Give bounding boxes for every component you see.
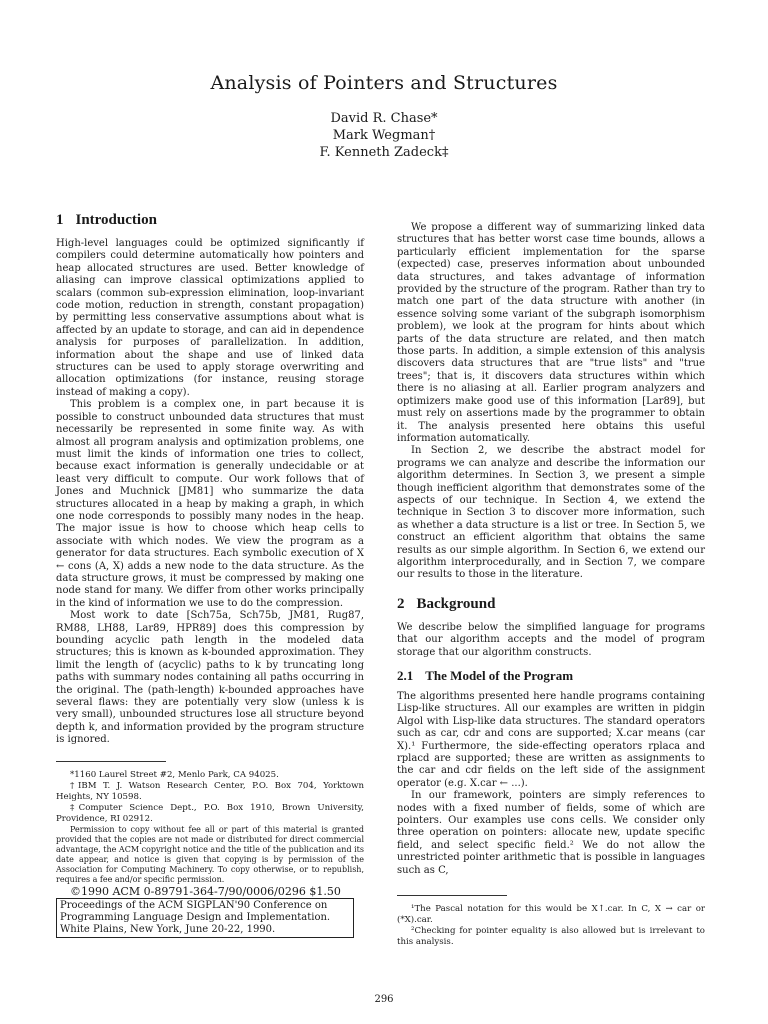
proceedings-line: Programming Language Design and Implementation.: [60, 911, 331, 923]
copyright-line: ©1990 ACM 0-89791-364-7/90/0006/0296 $1.50: [70, 884, 341, 898]
subsection-heading-model: [397, 669, 705, 683]
author-name: Mark Wegman†: [332, 128, 436, 143]
footnote-divider: [397, 895, 507, 896]
paragraph: We describe below the simplified language for programs that our algorithm accepts and the model of program storage that our algorithm constructs.: [397, 621, 705, 658]
proceedings-line: White Plains, New York, June 20-22, 1990.: [60, 923, 276, 935]
section-heading-background: [397, 596, 705, 612]
footnote: †IBM T. J. Watson Research Center, P.O. Box 704, Yorktown Heights, NY 10598.: [56, 780, 364, 802]
section-title: Background: [416, 595, 496, 612]
footnote: ‡Computer Science Dept., P.O. Box 1910, Brown University, Providence, RI 02912.: [56, 802, 364, 824]
paragraph: In our framework, pointers are simply references to nodes with a fixed number of fields, some of which are pointers. Our examples use cons cells. We consider only three operation on pointers: allocate new, update specific field, and select specific field.² We do not allow the unrestricted pointer arithmetic that is possible in languages such as C,: [397, 790, 705, 876]
paragraph: In Section 2, we describe the abstract model for programs we can analyze and describe the information our algorithm determines. In Section 3, we present a simple though inefficient algorithm that demonstrates some of the aspects of our technique. In Section 4, we extend the technique in Section 3 to discover more information, such as whether a data structure is a list or tree. In Section 5, we construct an efficient algorithm that obtains the same results as our simple algorithm. In Section 6, we extend our algorithm interprocedurally, and in Section 7, we compare our results to those in the literature.: [397, 445, 705, 581]
paragraph: High-level languages could be optimized significantly if compilers could determine automatically how pointers and heap allocated structures are used. Better knowledge of aliasing can improve classical optimizations applied to scalars (common sub-expression elimination, loop-invariant code motion, reduction in strength, constant propagation) by permitting less conservative assumptions about what is affected by an update to storage, and can aid in dependence analysis for purposes of parallelization. In addition, information about the shape and use of linked data structures can be used to apply storage overwriting and allocation optimizations (for instance, reusing storage instead of making a copy).: [56, 238, 364, 398]
author-name: David R. Chase*: [330, 111, 438, 126]
paragraph: The algorithms presented here handle programs containing Lisp-like structures. All our examples are written in pidgin Algol with Lisp-like data structures. The standard operators such as car, cdr and cons are supported; X.car means (car X).¹ Furthermore, the side-effecting operators rplaca and rplacd are supported; these are written as assignments to the car and cdr fields on the left side of the assignment operator (e.g. X.car ← ...).: [397, 691, 705, 789]
permission-notice: Permission to copy without fee all or part of this material is granted provided that the copies are not made or distributed for direct commercial advantage, the ACM copyright notice and the title of the publication and its date appear, and notice is given that copying is by permission of the Association for Computing Machinery. To copy otherwise, or to republish, requires a fee and/or specific permission.: [56, 824, 364, 884]
proceedings-box: [56, 898, 354, 938]
paper-title: Analysis of Pointers and Structures: [210, 72, 558, 94]
footnote: ¹The Pascal notation for this would be X↑.car. In C, X → car or (*X).car.: [397, 904, 705, 926]
author-name: F. Kenneth Zadeck‡: [319, 145, 449, 160]
section-heading-introduction: [56, 212, 364, 228]
section-title: Introduction: [75, 212, 157, 228]
paragraph: This problem is a complex one, in part because it is possible to construct unbounded data structures that must necessarily be represented in some finite way. As with almost all program analysis and optimization problems, one must limit the kinds of information one tries to collect, because exact information is generally undecidable or at least very difficult to compute. Our work follows that of Jones and Muchnick [JM81] who summarize the data structures allocated in a heap by making a graph, in which one node corresponds to possibly many nodes in the heap. The major issue is how to choose which heap cells to associate with which nodes. We view the program as a generator for data structures. Each symbolic execution of X ← cons (A, X) adds a new node to the data structure. As the data structure grows, it must be compressed by making one node stand for many. We differ from other works principally in the kind of information we use to do the compression.: [56, 399, 364, 609]
footnote-divider: [56, 761, 166, 762]
paragraph: We propose a different way of summarizing linked data structures that has better worst case time bounds, allows a particularly efficient implementation for the sparse (expected) case, preserves information about unbounded data structures, and takes advantage of information provided by the structure of the program. Rather than try to match one part of the data structure with another (in essence solving some variant of the subgraph isomorphism problem), we look at the program for hints about which parts of the data structure are related, and then match those parts. In addition, a simple extension of this analysis discovers data structures that are "true lists" and "true trees"; that is, it discovers data structures within which there is no aliasing at all. Earlier program analyzers and optimizers make good use of this information [Lar89], but must rely on assertions made by the programmer to obtain it. The analysis presented here obtains this useful information automatically.: [397, 222, 705, 444]
footnote: *1160 Laurel Street #2, Menlo Park, CA 94025.: [70, 769, 279, 780]
subsection-number: 2.1: [397, 668, 414, 683]
footnote: ²Checking for pointer equality is also allowed but is irrelevant to this analysis.: [397, 926, 705, 948]
author-list: [0, 110, 768, 161]
subsection-title: The Model of the Program: [425, 668, 574, 683]
section-number: 2: [397, 595, 405, 612]
right-column: [397, 222, 705, 948]
proceedings-line: Proceedings of the ACM SIGPLAN'90 Conference on: [60, 899, 328, 911]
section-number: 1: [56, 212, 64, 228]
page-number: 296: [374, 994, 394, 1005]
paragraph: Most work to date [Sch75a, Sch75b, JM81, Rug87, RM88, LH88, Lar89, HPR89] does this compression by bounding acyclic path length in the modeled data structures; this is known as k-bounded approximation. They limit the length of (acyclic) paths to k by truncating long paths with summary nodes containing all paths occurring in the original. The (path-length) k-bounded approaches have several flaws: they are potentially very slow (unless k is very small), unbounded structures lose all structure beyond depth k, and information provided by the program structure is ignored.: [56, 610, 364, 746]
left-column: [56, 212, 364, 938]
